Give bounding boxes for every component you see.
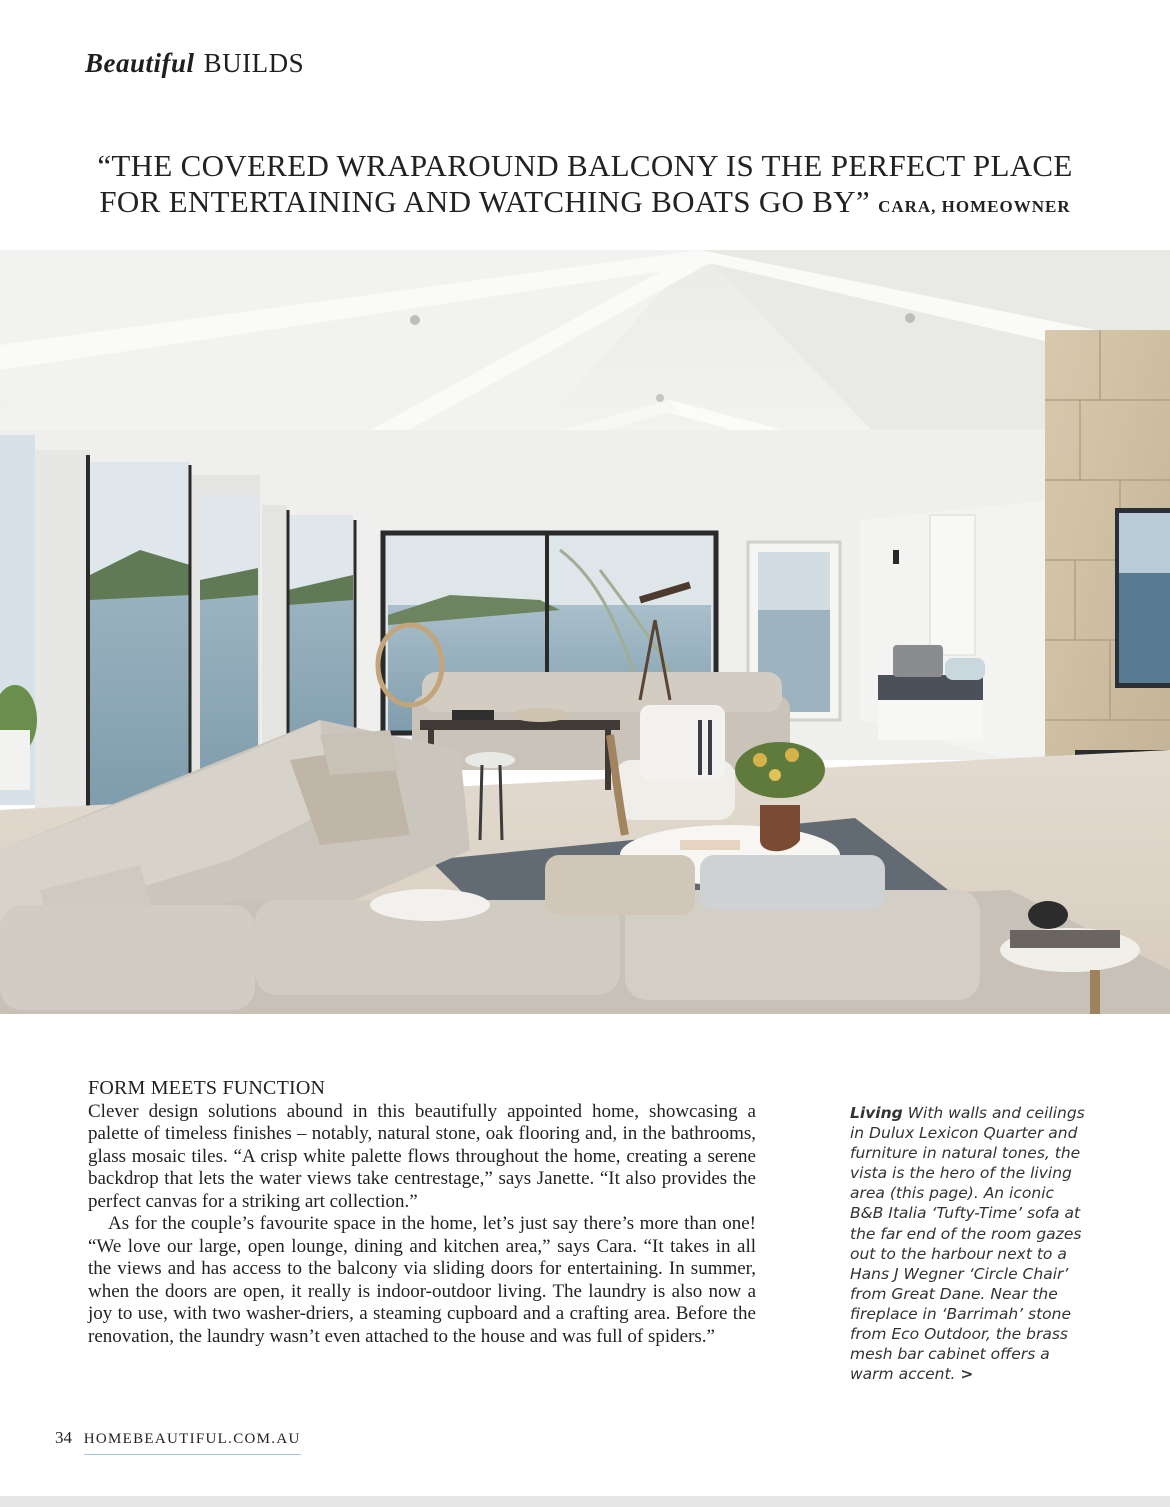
page-footer (55, 1428, 301, 1455)
article-body (88, 1077, 756, 1348)
section-header (85, 48, 304, 79)
section-header-italic: Beautiful (85, 48, 195, 78)
article-paragraph-2: As for the couple’s favourite space in the home, let’s just say there’s more than one! “We love our large, open lounge, dining and kitchen area,” says Cara. “It takes in all the views and has access to the balcony via sliding doors for entertaining. In summer, when the doors are open, it really is indoor-outdoor living. The laundry is also now a joy to use, with two washer-driers, a steaming cupboard and a crafting area. Before the renovation, the laundry wasn’t even attached to the house and was full of spiders.” (88, 1213, 756, 1347)
continue-arrow-icon: > (960, 1365, 974, 1384)
hero-photo (0, 250, 1170, 1014)
caption-lead: Living (850, 1104, 903, 1122)
website-link[interactable]: HOMEBEAUTIFUL.COM.AU (84, 1431, 301, 1455)
article-paragraph-1: Clever design solutions abound in this beautifully appointed home, showcasing a palette of timeless finishes – notably, natural stone, oak flooring and, in the bathrooms, glass mosaic tiles. “A crisp white palette flows throughout the home, creating a serene backdrop that lets the water views take centrestage,” says Janette. “It also provides the perfect canvas for a striking art collection.” (88, 1100, 756, 1212)
section-header-caps: BUILDS (203, 48, 305, 78)
pull-quote-line2 (40, 184, 1130, 225)
pull-quote (40, 148, 1130, 225)
pull-quote-line1: “THE COVERED WRAPAROUND BALCONY IS THE PERFECT PLACE (97, 148, 1073, 183)
article-heading: FORM MEETS FUNCTION (88, 1077, 326, 1099)
bottom-bar (0, 1496, 1170, 1507)
photo-caption (850, 1103, 1085, 1384)
pull-quote-line2-text: FOR ENTERTAINING AND WATCHING BOATS GO BY” (99, 184, 870, 219)
page-number: 34 (55, 1428, 72, 1447)
caption-text: With walls and ceilings in Dulux Lexicon Quarter and furniture in natural tones, the vista is the hero of the living area (this page). An iconic B&B Italia ‘Tufty-Time’ sofa at the far end of the room gazes out to the harbour next to a Hans J Wegner ‘Circle Chair’ from Great Dane. Near the fireplace in ‘Barrimah’ stone from Eco Outdoor, the brass mesh bar cabinet offers a warm accent. (850, 1104, 1085, 1384)
pull-quote-attribution: CARA, HOMEOWNER (878, 197, 1071, 216)
